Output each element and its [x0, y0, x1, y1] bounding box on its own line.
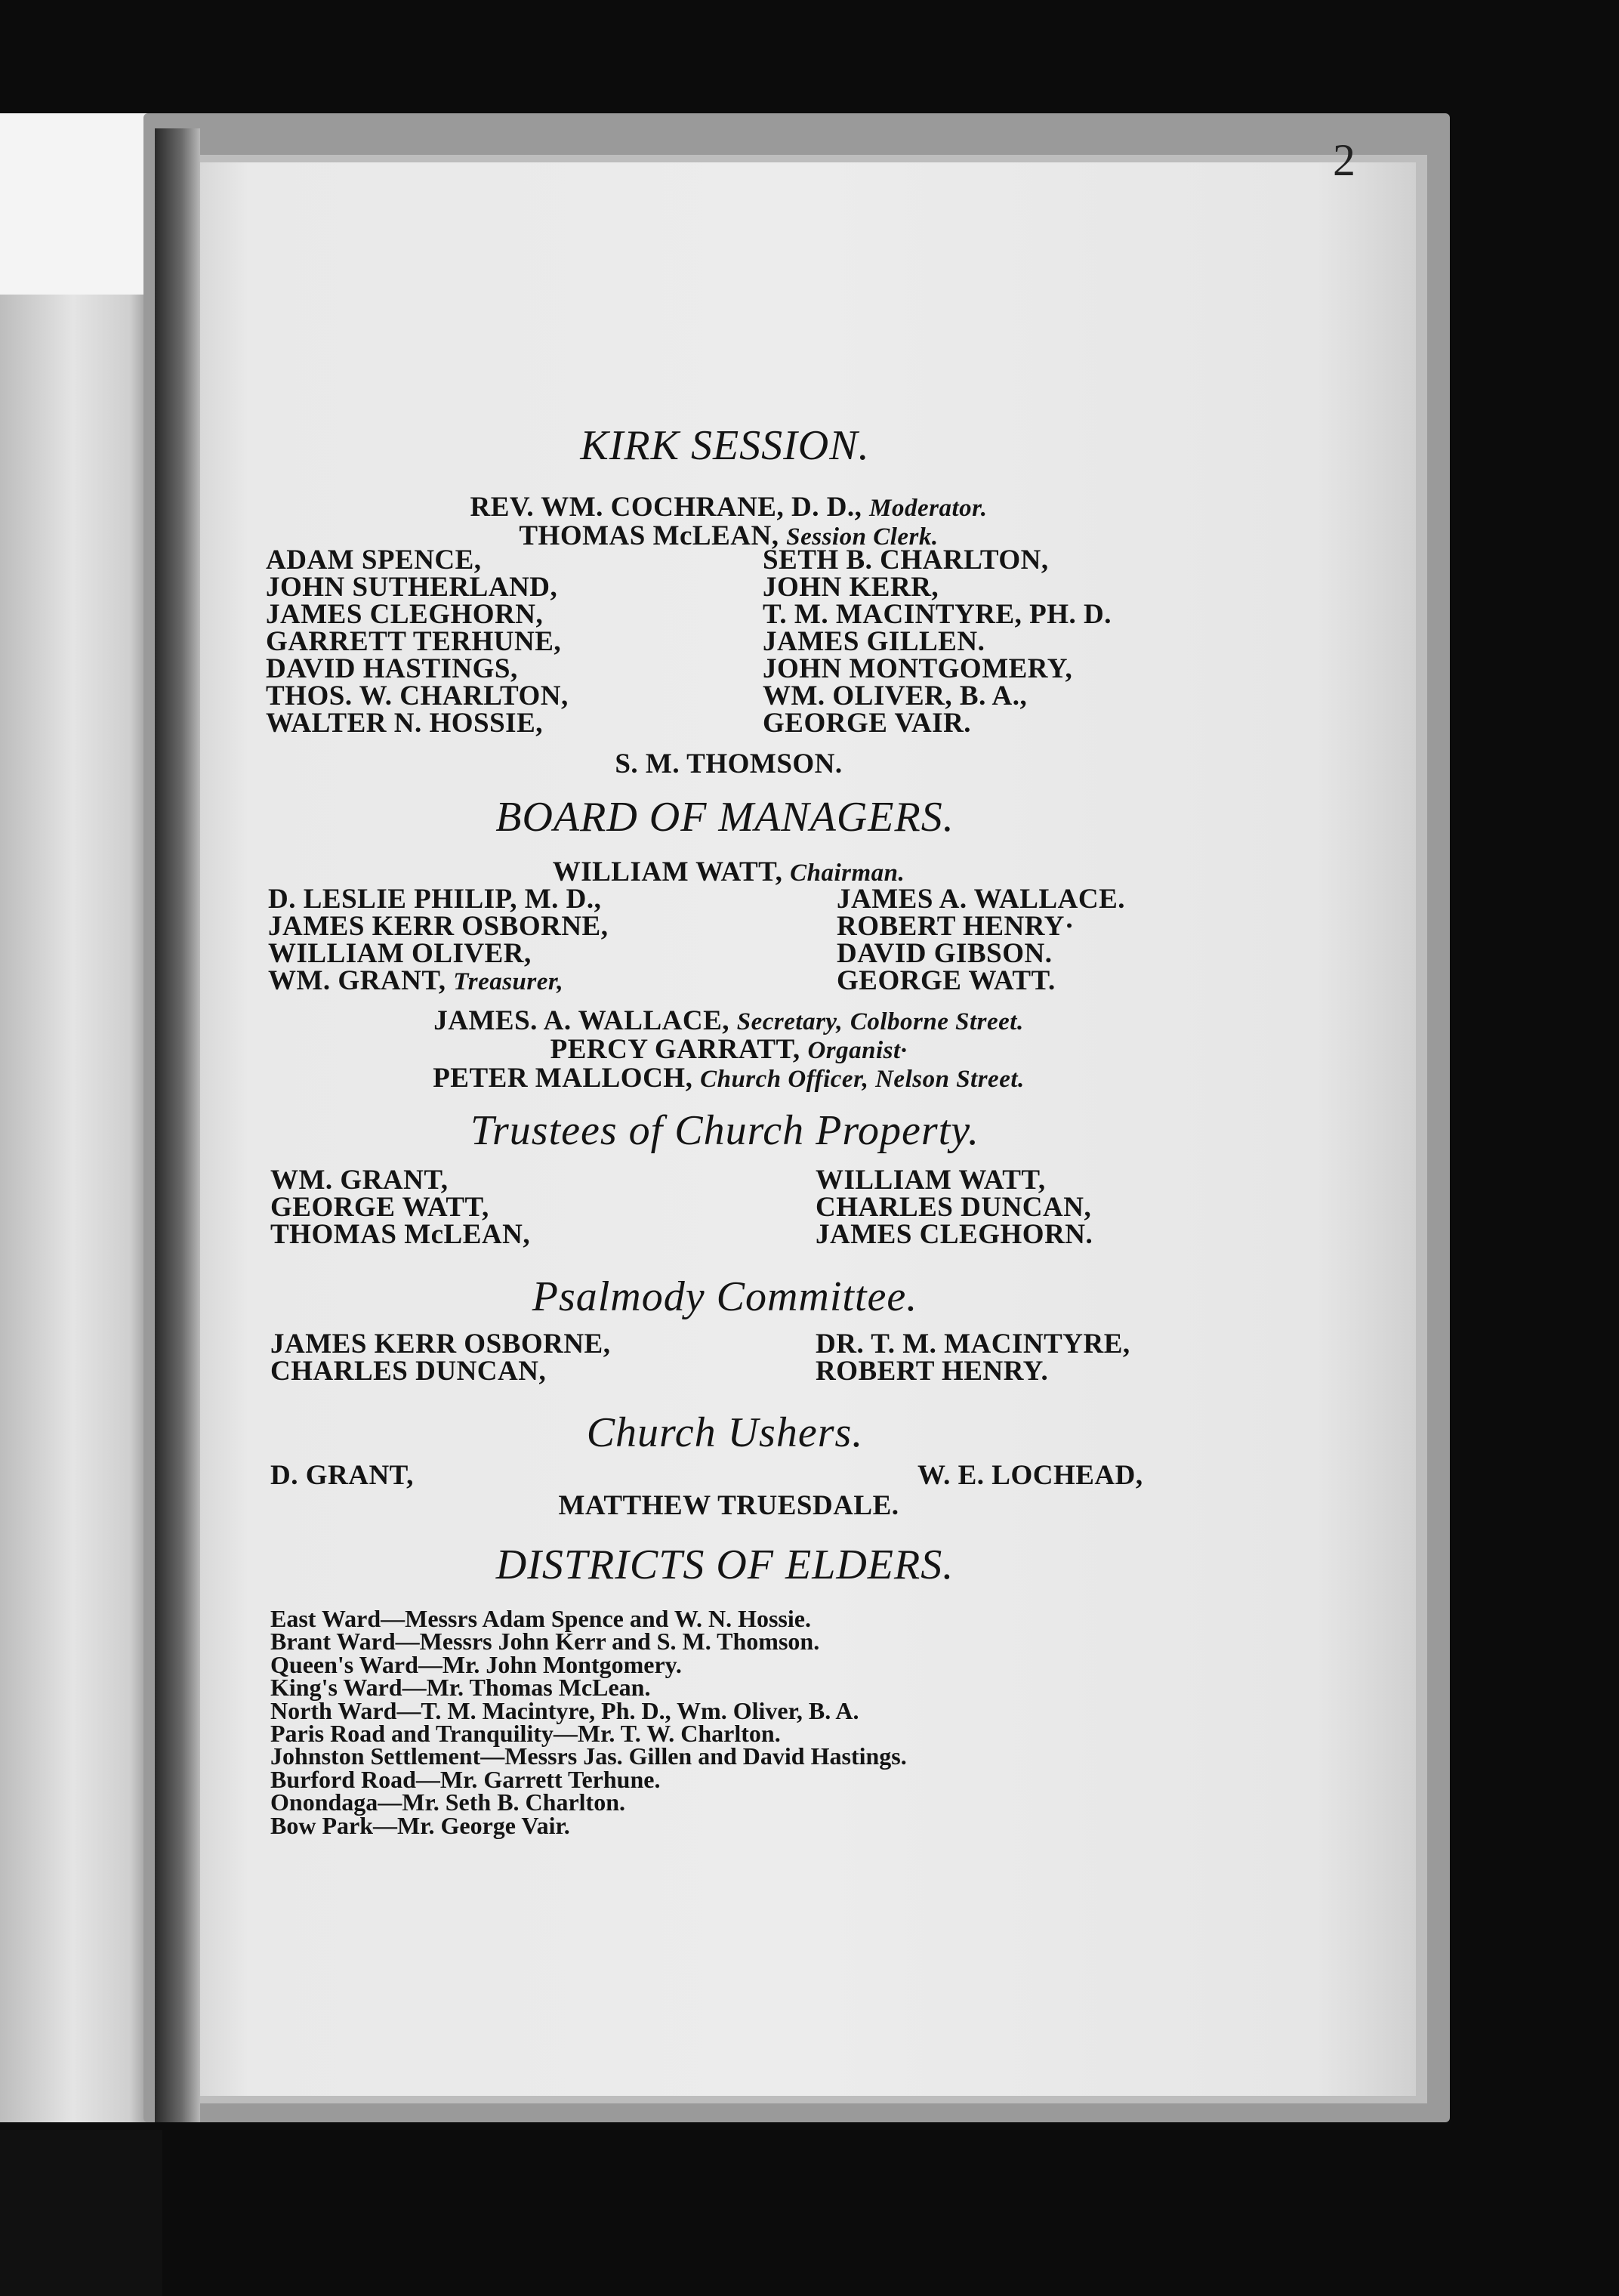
elder-name: THOS. W. CHARLTON, — [266, 680, 569, 711]
elder-name: SETH B. CHARLTON, — [763, 545, 1049, 576]
secretary-address: Colborne Street. — [850, 1008, 1024, 1035]
trustee-name: WM. GRANT, — [270, 1165, 449, 1196]
elder-name: T. M. MACINTYRE, PH. D. — [763, 599, 1112, 630]
clerk-name: THOMAS McLEAN, — [519, 520, 779, 551]
psalmody-heading: Psalmody Committee. — [532, 1273, 918, 1320]
officer-name: PETER MALLOCH, — [433, 1063, 693, 1094]
chairman-role: Chairman. — [790, 859, 905, 887]
usher-right: W. E. LOCHEAD, — [917, 1460, 1143, 1491]
psalmody-left-column — [270, 1331, 610, 1385]
ushers-heading: Church Ushers. — [586, 1409, 864, 1456]
board-of-managers-heading: BOARD OF MANAGERS. — [495, 794, 954, 841]
manager-name: JAMES KERR OSBORNE, — [268, 911, 609, 942]
kirk-session-heading: KIRK SESSION. — [580, 422, 870, 469]
trustee-name: JAMES CLEGHORN. — [816, 1219, 1093, 1250]
trustees-right-column — [816, 1167, 1093, 1248]
trustee-name: THOMAS McLEAN, — [270, 1219, 531, 1250]
session-clerk-line — [0, 520, 1457, 552]
district-item: Queen's Ward—Mr. John Montgomery. — [270, 1650, 682, 1678]
district-item: King's Ward—Mr. Thomas McLean. — [270, 1674, 651, 1702]
page-number: 2 — [1333, 135, 1355, 185]
trustee-name: WILLIAM WATT, — [816, 1165, 1046, 1196]
clerk-role: Session Clerk. — [786, 523, 939, 551]
kirk-session-right-column — [763, 547, 1112, 737]
treasurer-role: Treasurer, — [453, 968, 564, 995]
secretary-role: Secretary, — [736, 1008, 843, 1035]
elder-name: GARRETT TERHUNE, — [266, 626, 562, 657]
manager-name: JAMES A. WALLACE. — [837, 884, 1126, 915]
elder-name: JOHN SUTHERLAND, — [266, 572, 558, 603]
chairman-name: WILLIAM WATT, — [552, 856, 783, 887]
elder-name: JAMES GILLEN. — [763, 626, 985, 657]
manager-name: DAVID GIBSON. — [837, 938, 1053, 969]
elder-name: WM. OLIVER, B. A., — [763, 680, 1028, 711]
trustee-name: GEORGE WATT, — [270, 1192, 489, 1223]
manager-name: GEORGE WATT. — [837, 965, 1056, 996]
organist-role: Organist· — [807, 1037, 908, 1064]
elder-name: ADAM SPENCE, — [266, 545, 482, 576]
committee-member: JAMES KERR OSBORNE, — [270, 1329, 611, 1359]
trustees-heading: Trustees of Church Property. — [470, 1107, 980, 1154]
elder-name: DAVID HASTINGS, — [266, 653, 518, 684]
district-item: Bow Park—Mr. George Vair. — [270, 1811, 570, 1839]
previous-page-tab — [0, 113, 159, 295]
elder-name: JOHN KERR, — [763, 572, 939, 603]
elder-name: WALTER N. HOSSIE, — [266, 708, 543, 739]
manager-name: D. LESLIE PHILIP, M. D., — [268, 884, 602, 915]
psalmody-right-column — [816, 1331, 1130, 1385]
church-officer-line — [0, 1062, 1457, 1094]
managers-right-column — [837, 886, 1125, 995]
trustees-left-column — [270, 1167, 530, 1248]
managers-left-column — [268, 886, 608, 995]
district-item: East Ward—Messrs Adam Spence and W. N. Hossie. — [270, 1605, 811, 1632]
elder-name: JAMES CLEGHORN, — [266, 599, 544, 630]
elder-name-last: S. M. THOMSON. — [615, 748, 843, 779]
moderator-name: REV. WM. COCHRANE, D. D., — [470, 492, 862, 523]
district-item: Paris Road and Tranquility—Mr. T. W. Charlton. — [270, 1719, 781, 1747]
officer-role: Church Officer, Nelson Street. — [700, 1066, 1025, 1093]
district-item: Johnston Settlement—Messrs Jas. Gillen and David Hastings. — [270, 1742, 907, 1770]
elder-name: JOHN MONTGOMERY, — [763, 653, 1073, 684]
treasurer-name: WM. GRANT, — [268, 965, 446, 996]
organist-name: PERCY GARRATT, — [550, 1034, 800, 1065]
district-item: Burford Road—Mr. Garrett Terhune. — [270, 1765, 661, 1793]
secretary-name: JAMES. A. WALLACE, — [433, 1005, 730, 1036]
districts-heading: DISTRICTS OF ELDERS. — [495, 1541, 954, 1588]
usher-left: D. GRANT, — [270, 1460, 414, 1491]
moderator-line — [0, 491, 1457, 523]
manager-name: WILLIAM OLIVER, — [268, 938, 532, 969]
district-item: Brant Ward—Messrs John Kerr and S. M. Thomson. — [270, 1628, 820, 1656]
districts-list — [270, 1607, 907, 1837]
treasurer-line — [268, 967, 608, 995]
committee-member: DR. T. M. MACINTYRE, — [816, 1329, 1130, 1359]
trustee-name: CHARLES DUNCAN, — [816, 1192, 1092, 1223]
kirk-session-left-column — [266, 547, 569, 737]
chairman-line — [0, 856, 1457, 888]
district-item: Onondaga—Mr. Seth B. Charlton. — [270, 1788, 625, 1816]
committee-member: ROBERT HENRY. — [816, 1356, 1049, 1387]
committee-member: CHARLES DUNCAN, — [270, 1356, 547, 1387]
usher-center: MATTHEW TRUESDALE. — [558, 1490, 899, 1521]
manager-name: ROBERT HENRY· — [837, 911, 1075, 942]
moderator-role: Moderator. — [869, 495, 988, 522]
secretary-line — [0, 1004, 1457, 1037]
elder-name: GEORGE VAIR. — [763, 708, 972, 739]
district-item: North Ward—T. M. Macintyre, Ph. D., Wm. Oliver, B. A. — [270, 1696, 859, 1724]
organist-line — [0, 1033, 1457, 1066]
